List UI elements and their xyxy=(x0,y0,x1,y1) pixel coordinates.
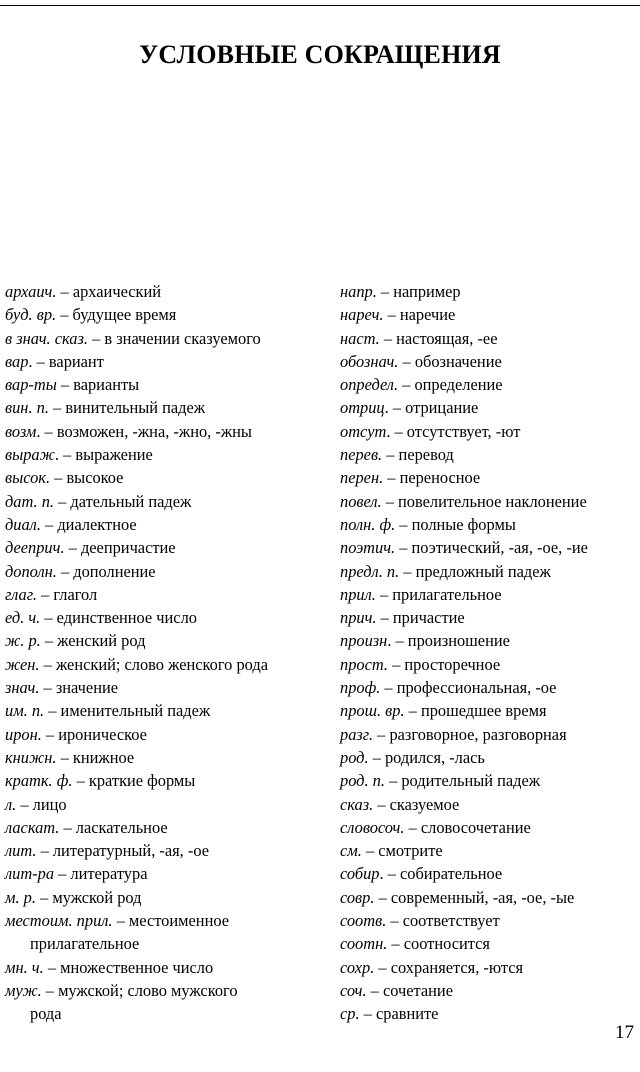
abbreviation-entry xyxy=(5,653,325,676)
abbreviation-definition: – например xyxy=(376,282,461,301)
abbreviation-term: ср. xyxy=(340,1004,360,1024)
abbreviation-entry xyxy=(5,327,325,350)
abbreviation-definition: – определение xyxy=(398,375,503,395)
abbreviation-definition: – значение xyxy=(39,678,119,698)
abbreviation-term: см. xyxy=(340,841,362,861)
abbreviation-entry xyxy=(5,839,325,862)
abbreviation-entry xyxy=(340,979,640,1002)
abbreviation-definition: – глагол xyxy=(37,584,98,604)
abbreviation-definition: – варианты xyxy=(56,375,140,395)
abbreviation-term: лит-ра xyxy=(5,864,55,884)
page-title: УСЛОВНЫЕ СОКРАЩЕНИЯ xyxy=(139,40,501,69)
abbreviation-entry xyxy=(340,653,640,676)
abbreviation-entry xyxy=(340,420,640,443)
abbreviation-entry xyxy=(340,396,640,419)
abbreviation-entry xyxy=(5,862,325,885)
abbreviation-definition: – переносное xyxy=(383,468,481,488)
abbreviation-term: буд. вр. xyxy=(5,305,57,325)
abbreviation-definition: – деепричастие xyxy=(64,538,176,558)
abbreviation-definition: – книжное xyxy=(56,747,135,767)
abbreviation-entry xyxy=(340,862,640,885)
abbreviation-entry xyxy=(340,746,640,769)
abbreviation-definition: – современный, -ая, -ое, -ые xyxy=(374,887,575,907)
abbreviation-term: дополн. xyxy=(5,561,57,581)
abbreviation-term: знач. xyxy=(5,678,40,698)
abbreviation-definition: – дательный падеж xyxy=(54,491,192,511)
abbreviation-entry xyxy=(5,583,325,606)
abbreviation-entry xyxy=(5,536,325,559)
abbreviation-definition: – ироническое xyxy=(41,724,147,744)
abbreviation-definition: – смотрите xyxy=(361,841,443,861)
abbreviation-definition: – профессиональная, -ое xyxy=(380,678,557,698)
abbreviation-entry xyxy=(340,769,640,792)
abbreviation-entry xyxy=(340,816,640,839)
abbreviation-term: собир xyxy=(340,864,380,884)
abbreviation-term: вар-ты xyxy=(5,375,57,395)
abbreviation-definition: – предложный падеж xyxy=(399,561,551,581)
abbreviation-term: вар xyxy=(5,351,29,371)
abbreviation-term: глаг. xyxy=(5,584,37,604)
abbreviation-entry xyxy=(340,560,640,583)
abbreviation-definition: – сказуемое xyxy=(373,794,460,814)
abbreviation-term: местоим. прил. xyxy=(5,911,113,931)
abbreviation-definition: . – отсутствует, -ют xyxy=(386,421,521,441)
abbreviation-term: ирон. xyxy=(5,724,42,744)
abbreviation-definition: – мужской род xyxy=(35,887,142,907)
abbreviation-entry xyxy=(5,303,325,326)
abbreviation-definition: – прилагательное xyxy=(375,584,502,604)
abbreviation-term: прост. xyxy=(340,654,388,674)
abbreviation-term: прич. xyxy=(340,608,377,628)
abbreviation-definition: – множественное число xyxy=(43,957,214,977)
abbreviation-entry xyxy=(340,303,640,326)
abbreviation-term: род. xyxy=(340,747,369,767)
right-column xyxy=(340,280,640,1026)
abbreviation-term: вин. п. xyxy=(5,398,49,418)
abbreviation-entry xyxy=(5,373,325,396)
abbreviation-definition: . – собирательное xyxy=(379,864,503,884)
abbreviation-entry xyxy=(340,490,640,513)
abbreviation-term: сказ. xyxy=(340,794,374,814)
abbreviation-entry xyxy=(5,420,325,443)
abbreviation-entry xyxy=(340,350,640,373)
abbreviation-definition: – диалектное xyxy=(40,514,137,534)
abbreviation-entry xyxy=(340,699,640,722)
abbreviation-entry xyxy=(340,629,640,652)
abbreviation-definition: – женский род xyxy=(40,631,146,651)
abbreviation-entry xyxy=(5,629,325,652)
abbreviation-term: книжн. xyxy=(5,747,57,767)
top-rule xyxy=(0,5,640,6)
abbreviation-term: м. р. xyxy=(5,887,36,907)
abbreviation-entry xyxy=(5,723,325,746)
abbreviation-definition: . – возможен, -жна, -жно, -жны xyxy=(36,421,252,441)
abbreviation-term: отсут xyxy=(340,421,387,441)
abbreviation-entry xyxy=(5,793,325,816)
abbreviation-entry xyxy=(5,816,325,839)
abbreviation-definition: – ласкательное xyxy=(59,817,168,837)
abbreviation-definition: – единственное число xyxy=(40,608,197,628)
abbreviation-entry xyxy=(340,909,640,932)
abbreviation-entry xyxy=(340,932,640,955)
left-column xyxy=(5,280,325,1026)
abbreviation-term: произн xyxy=(340,631,388,651)
abbreviation-entry xyxy=(5,909,325,956)
abbreviation-term: полн. ф. xyxy=(340,514,396,534)
abbreviation-term: поэтич. xyxy=(340,538,396,558)
abbreviation-entry xyxy=(5,769,325,792)
abbreviation-entry xyxy=(5,606,325,629)
abbreviation-definition: – перевод xyxy=(382,445,454,465)
abbreviation-entry xyxy=(5,443,325,466)
abbreviation-term: предл. п. xyxy=(340,561,400,581)
abbreviation-definition: – литературный, -ая, -ое xyxy=(36,841,209,861)
abbreviation-definition: – разговорное, разговорная xyxy=(373,724,567,744)
abbreviation-definition: – местоименное xyxy=(112,911,230,931)
abbreviation-entry xyxy=(340,606,640,629)
abbreviation-entry xyxy=(5,746,325,769)
abbreviation-term: лит. xyxy=(5,841,37,861)
abbreviation-term: сохр. xyxy=(340,957,375,977)
abbreviation-definition: – в значении сказуемого xyxy=(87,328,261,348)
abbreviation-term: определ. xyxy=(340,375,399,395)
abbreviation-entry xyxy=(5,956,325,979)
abbreviation-term: возм xyxy=(5,421,37,441)
abbreviation-entry xyxy=(5,886,325,909)
abbreviation-entry xyxy=(340,676,640,699)
abbreviation-term: ж. р. xyxy=(5,631,41,651)
abbreviation-term: дееприч. xyxy=(5,538,65,558)
abbreviation-definition-continuation: прилагательное xyxy=(30,934,140,954)
abbreviation-definition: – поэтический, -ая, -ое, -ие xyxy=(395,538,588,558)
abbreviation-entry xyxy=(340,536,640,559)
abbreviation-definition: – повелительное наклонение xyxy=(381,491,587,511)
abbreviation-definition: – дополнение xyxy=(56,561,156,581)
abbreviation-term: разг. xyxy=(340,724,374,744)
abbreviation-entry xyxy=(5,513,325,536)
abbreviation-term: отриц xyxy=(340,398,385,418)
abbreviation-term: муж. xyxy=(5,980,42,1000)
abbreviation-entry xyxy=(340,723,640,746)
abbreviation-definition: – родительный падеж xyxy=(384,771,541,791)
abbreviation-definition: – соотносится xyxy=(387,934,490,954)
abbreviation-entry xyxy=(5,560,325,583)
abbreviation-definition: – настоящая, -ее xyxy=(379,328,498,348)
abbreviation-entry xyxy=(5,280,325,303)
abbreviation-definition: – лицо xyxy=(16,794,67,814)
abbreviation-term: архаич. xyxy=(5,282,57,301)
abbreviation-term: дат. п. xyxy=(5,491,55,511)
abbreviation-entry xyxy=(340,583,640,606)
abbreviation-entry xyxy=(5,490,325,513)
abbreviation-entry xyxy=(340,280,640,303)
abbreviation-term: прош. вр. xyxy=(340,701,405,721)
abbreviation-definition: – причастие xyxy=(376,608,465,628)
abbreviation-term: проф. xyxy=(340,678,381,698)
abbreviation-entry xyxy=(340,513,640,536)
abbreviation-entry xyxy=(340,793,640,816)
abbreviation-term: в знач. сказ. xyxy=(5,328,88,348)
abbreviation-definition: . – вариант xyxy=(28,351,104,371)
abbreviation-entry xyxy=(340,886,640,909)
abbreviation-definition: – именительный падеж xyxy=(44,701,211,721)
abbreviation-term: род. п. xyxy=(340,771,385,791)
abbreviation-entry xyxy=(340,373,640,396)
abbreviation-term: мн. ч. xyxy=(5,957,44,977)
abbreviation-definition: – родился, -лась xyxy=(368,747,485,767)
abbreviation-definition-continuation: рода xyxy=(30,1004,62,1024)
abbreviation-term: соотн. xyxy=(340,934,388,954)
abbreviation-entry xyxy=(340,1002,640,1025)
abbreviation-definition: – сочетание xyxy=(366,980,453,1000)
abbreviation-term: соотв. xyxy=(340,911,387,931)
abbreviation-entry xyxy=(340,839,640,862)
abbreviation-definition: – словосочетание xyxy=(404,817,531,837)
abbreviation-entry xyxy=(5,979,325,1026)
abbreviation-definition: – сохраняется, -ются xyxy=(374,957,524,977)
abbreviation-definition: – литература xyxy=(54,864,148,884)
abbreviation-definition: – обозначение xyxy=(398,351,502,371)
abbreviation-term: л. xyxy=(5,794,17,814)
abbreviation-term: совр. xyxy=(340,887,375,907)
abbreviation-definition: . – выражение xyxy=(54,445,153,465)
abbreviation-term: диал. xyxy=(5,514,41,534)
abbreviation-definition: – архаический xyxy=(56,282,162,301)
abbreviation-definition: – полные формы xyxy=(395,514,516,534)
abbreviation-term: перев. xyxy=(340,445,383,465)
abbreviation-term: словосоч. xyxy=(340,817,405,837)
abbreviation-definition: – прошедшее время xyxy=(404,701,547,721)
abbreviation-entry xyxy=(5,350,325,373)
abbreviation-term: выраж xyxy=(5,445,55,465)
abbreviation-term: перен. xyxy=(340,468,384,488)
abbreviation-entry xyxy=(340,956,640,979)
abbreviation-term: прил. xyxy=(340,584,376,604)
abbreviation-definition: – женский; слово женского рода xyxy=(39,654,268,674)
abbreviation-definition: – будущее время xyxy=(56,305,177,325)
abbreviation-definition: – просторечное xyxy=(388,654,501,674)
abbreviation-term: обознач. xyxy=(340,351,399,371)
abbreviation-definition: . – произношение xyxy=(387,631,510,651)
abbreviation-definition: . – отрицание xyxy=(384,398,479,418)
abbreviation-entry xyxy=(5,676,325,699)
abbreviation-entry xyxy=(340,443,640,466)
abbreviation-definition: – сравните xyxy=(359,1004,439,1024)
abbreviation-definition: – высокое xyxy=(50,468,124,488)
abbreviation-entry xyxy=(5,466,325,489)
abbreviation-entry xyxy=(5,396,325,419)
abbreviation-entry xyxy=(340,466,640,489)
abbreviation-definition: – наречие xyxy=(383,305,456,325)
abbreviation-term: жен. xyxy=(5,654,40,674)
abbreviation-term: повел. xyxy=(340,491,382,511)
abbreviation-term: нареч. xyxy=(340,305,384,325)
abbreviation-term: высок. xyxy=(5,468,51,488)
abbreviation-definition: – винительный падеж xyxy=(48,398,206,418)
abbreviation-term: кратк. ф. xyxy=(5,771,73,791)
abbreviation-term: ед. ч. xyxy=(5,608,41,628)
abbreviation-definition: – мужской; слово мужского xyxy=(41,980,238,1000)
abbreviation-term: соч. xyxy=(340,980,367,1000)
abbreviation-term: ласкат. xyxy=(5,817,60,837)
abbreviation-term: напр. xyxy=(340,282,377,301)
abbreviation-term: им. п. xyxy=(5,701,45,721)
abbreviation-definition: – краткие формы xyxy=(72,771,196,791)
abbreviation-entry xyxy=(5,699,325,722)
page-number: 17 xyxy=(615,1022,634,1043)
abbreviation-term: наст. xyxy=(340,328,380,348)
abbreviation-entry xyxy=(340,327,640,350)
abbreviation-definition: – соответствует xyxy=(386,911,500,931)
